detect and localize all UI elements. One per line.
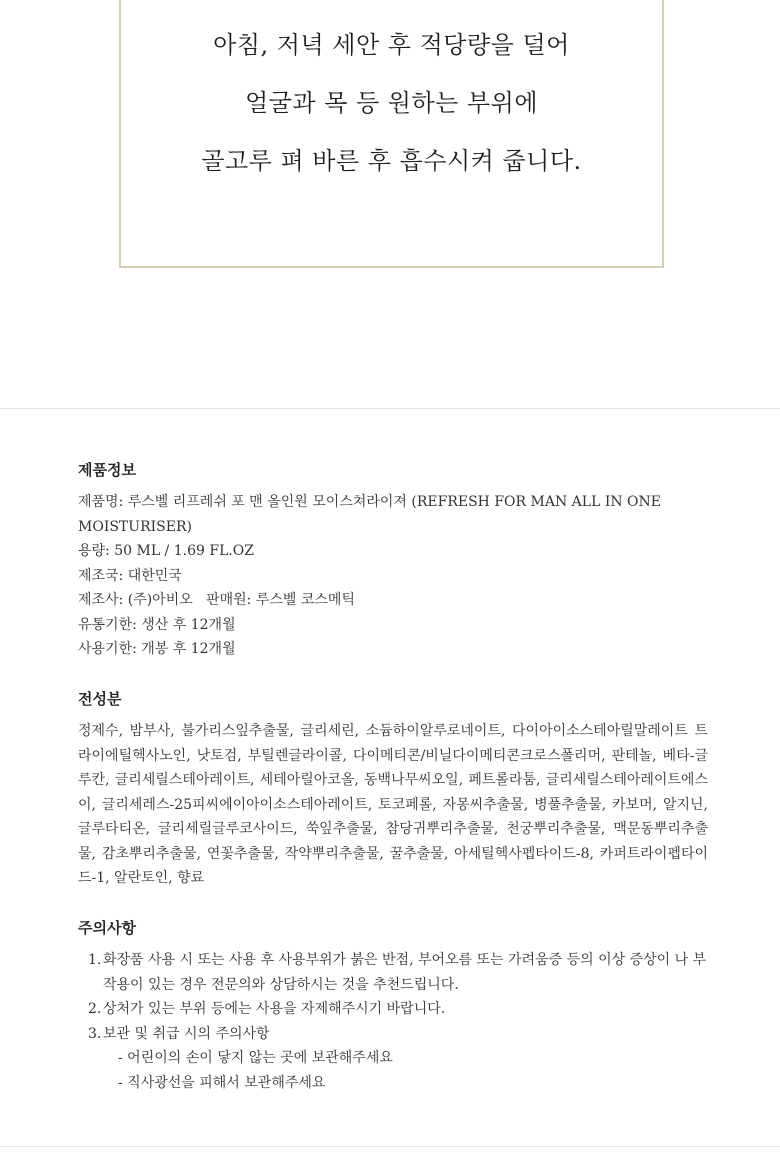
caution-number: 1. (88, 952, 102, 968)
caution-text: 화장품 사용 시 또는 사용 후 사용부위가 붉은 반점, 부어오름 또는 가려움증 등의 이상 증상이 나 부작용이 있는 경우 전문의와 상담하시는 것을 추천드립니다. (103, 952, 707, 993)
caution-item (88, 997, 708, 1022)
usage-line-2: 얼굴과 목 등 원하는 부위에 (244, 89, 539, 117)
caution-number: 2. (88, 1001, 102, 1017)
caution-sub-item: - 어린이의 손이 닿지 않는 곳에 보관해주세요 (118, 1050, 393, 1066)
caution-text: 보관 및 취급 시의 주의사항 (103, 1025, 270, 1042)
caution-item (88, 948, 708, 997)
caution-text: 상처가 있는 부위 등에는 사용을 자제해주시기 바랍니다. (103, 1001, 446, 1017)
caution-sub-item: - 직사광선을 피해서 보관해주세요 (118, 1074, 326, 1091)
cautions-section (78, 916, 708, 1095)
usage-line-3: 골고루 펴 바른 후 흡수시켜 줍니다. (201, 147, 582, 175)
usage-instructions-box (119, 0, 664, 268)
caution-item (88, 1022, 708, 1096)
cautions-title: 주의사항 (78, 919, 136, 937)
product-info-section (78, 458, 708, 662)
ingredients-section (78, 687, 708, 891)
product-expiry: 유통기한: 생산 후 12개월 (78, 616, 236, 633)
ingredients-title: 전성분 (78, 690, 122, 708)
usage-line-1: 아침, 저녁 세안 후 적당량을 덜어 (213, 31, 570, 59)
product-volume: 용량: 50 ML / 1.69 FL.OZ (78, 543, 255, 559)
product-origin: 제조국: 대한민국 (78, 567, 182, 584)
product-maker: 제조사: (주)아비오 판매원: 루스벨 코스메틱 (78, 592, 355, 608)
product-name: 제품명: 루스벨 리프레쉬 포 맨 올인원 모이스쳐라이져 (REFRESH FOR MAN ALL IN ONE MOISTURISER) (78, 494, 662, 535)
section-divider-bottom (0, 1146, 780, 1147)
section-divider-top (0, 408, 780, 409)
product-info-title: 제품정보 (78, 461, 136, 479)
ingredients-list: 정제수, 밤부사, 불가리스잎추출물, 글리세린, 소듐하이알루로네이트, 다이아이소스테아릴말레이트 트라이에틸헥사노인, 낫토검, 부틸렌글라이콜, 다이메티콘/비닐다이메티콘크로스폴리머, 판테놀, 베타-글루칸, 글리세릴스테아레이트, 세테아릴아코올, 동백나무씨오일, 페트롤라툼, 글리세릴스테아레이트에스이, 글리세레스-25피씨에이아이소스테아레이트, 토코페롤, 자몽씨추출물, 병풀추출물, 카보머, 알지닌, 글루타티온, 글리세릴글루코사이드, 쑥잎추출물, 참당귀뿌리추출물, 천궁뿌리추출물, 맥문동뿌리추출물, 감초뿌리추출물, 연꽃추출물, 작약뿌리추출물, 꿀추출물, 아세틸헥사펩타이드-8, 카퍼트라이펩타이드-1, 알란토인, 향료 (78, 723, 708, 886)
product-use-period: 사용기한: 개봉 후 12개월 (78, 641, 236, 657)
caution-number: 3. (88, 1025, 102, 1042)
caution-list (78, 948, 708, 1095)
